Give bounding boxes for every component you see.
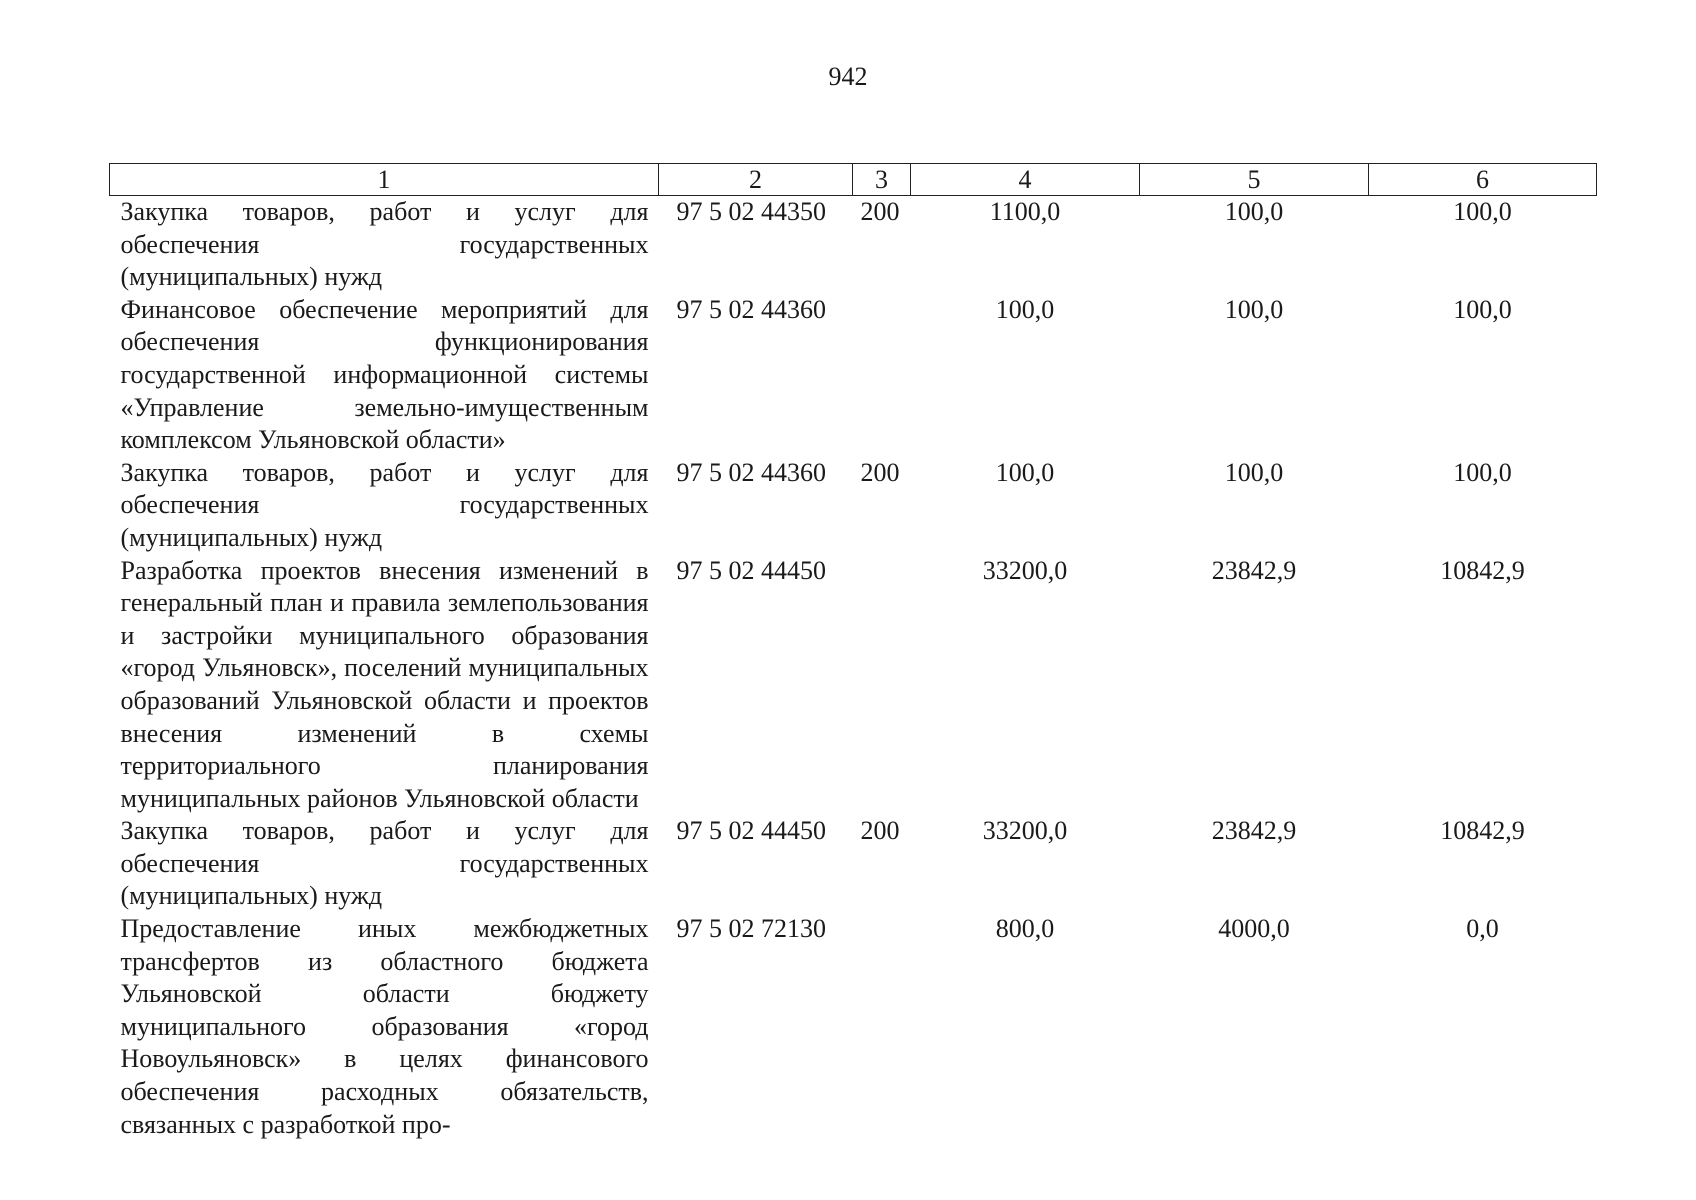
row-name: Разработка проектов внесения изменений в генеральный план и правила землепользования и застройки муниципального образования «город Ульяновск», поселений муниципальных образований Ульяновской области и проектов внесения изменений в схемы территориального планирования муниципальных районов Ульяновской области: [120, 555, 649, 813]
header-col-2: 2: [659, 164, 853, 196]
row-value-6: 100,0: [1453, 197, 1512, 226]
row-code: 97 5 02 44450: [676, 555, 826, 585]
row-value-5: 100,0: [1224, 197, 1284, 226]
header-col-4: 4: [911, 164, 1140, 196]
header-col-5: 5: [1140, 164, 1369, 196]
row-code: 97 5 02 44360: [676, 457, 826, 487]
row-expense-type: 200: [860, 457, 900, 487]
table-row: [110, 913, 1597, 1141]
row-value-5: 100,0: [1224, 294, 1284, 324]
row-expense-type: [853, 913, 911, 1141]
row-value-4: 100,0: [995, 294, 1055, 324]
budget-table: [109, 163, 1597, 1141]
row-value-5: 23842,9: [1211, 555, 1297, 585]
row-code: 97 5 02 44450: [676, 816, 826, 846]
row-value-5: 4000,0: [1218, 914, 1290, 944]
row-name: Финансовое обеспечение мероприятий для обеспечения функционирования государственной информационной системы «Управление земельно-имущественным комплексом Ульяновской области»: [120, 294, 649, 455]
row-value-6: 10842,9: [1440, 816, 1525, 846]
page-number: 942: [828, 62, 868, 91]
row-expense-type: 200: [860, 197, 900, 226]
row-value-5: 23842,9: [1211, 816, 1297, 846]
row-value-5: 100,0: [1224, 457, 1284, 487]
table-row: [110, 555, 1597, 816]
table-row: [110, 815, 1597, 913]
table-row: [110, 294, 1597, 457]
table-body: [110, 196, 1597, 1142]
row-name: Закупка товаров, работ и услуг для обеспечения государственных (муниципальных) нужд: [120, 197, 649, 292]
row-name: Предоставление иных межбюджетных трансфертов из областного бюджета Ульяновской области бюджету муниципального образования «город Новоульяновск» в целях финансового обеспечения расходных обязательств, связанных с разработкой про-: [120, 914, 649, 1139]
header-row: [110, 164, 1597, 196]
row-value-4: 1100,0: [989, 197, 1061, 226]
header-col-6: 6: [1369, 164, 1597, 196]
row-name: Закупка товаров, работ и услуг для обеспечения государственных (муниципальных) нужд: [120, 816, 649, 911]
row-value-4: 33200,0: [982, 555, 1068, 585]
header-col-3: 3: [853, 164, 911, 196]
row-code: 97 5 02 44360: [676, 294, 826, 324]
row-value-4: 100,0: [995, 457, 1055, 487]
row-expense-type: [853, 294, 911, 457]
row-code: 97 5 02 44350: [676, 197, 826, 226]
row-value-4: 800,0: [995, 914, 1055, 944]
row-value-6: 100,0: [1453, 457, 1512, 487]
table-row: [110, 196, 1597, 294]
header-col-1: 1: [110, 164, 659, 196]
table-header: [110, 164, 1597, 196]
row-value-6: 100,0: [1453, 294, 1512, 324]
table-row: [110, 457, 1597, 555]
row-value-6: 10842,9: [1440, 555, 1525, 585]
row-value-4: 33200,0: [982, 816, 1068, 846]
row-value-6: 0,0: [1466, 914, 1499, 944]
row-name: Закупка товаров, работ и услуг для обеспечения государственных (муниципальных) нужд: [120, 457, 649, 552]
row-expense-type: [853, 555, 911, 816]
row-code: 97 5 02 72130: [676, 914, 826, 944]
row-expense-type: 200: [860, 816, 900, 846]
